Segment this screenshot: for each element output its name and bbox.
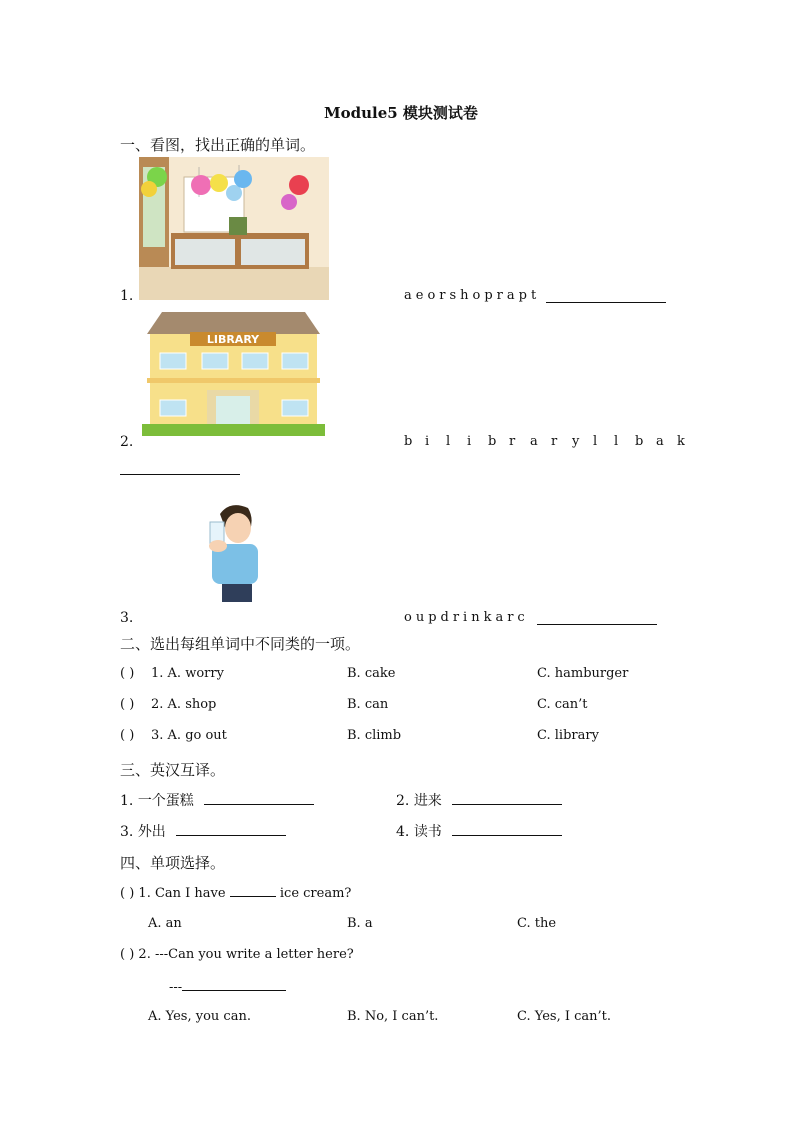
- section-4-heading: 四、单项选择。: [120, 854, 226, 872]
- question-1: [120, 884, 351, 901]
- answer-blank[interactable]: [537, 610, 657, 629]
- option-a[interactable]: A. Yes, you can.: [148, 1009, 251, 1024]
- option-c: C. hamburger: [537, 666, 629, 681]
- question-2: [120, 947, 354, 962]
- option-a: 3. A. go out: [151, 728, 227, 743]
- section-1-heading: 一、看图，找出正确的单词。: [120, 136, 316, 154]
- answer-blank[interactable]: [546, 288, 666, 307]
- item-number: 3.: [120, 610, 134, 626]
- scrambled-letters: oupdrinkarc: [404, 610, 529, 625]
- item-text: 进来: [413, 793, 442, 809]
- translation-item: [120, 790, 314, 810]
- translation-item: [396, 790, 562, 810]
- answer-blank[interactable]: [452, 790, 562, 805]
- page-title: Module5 模块测试卷: [324, 104, 478, 122]
- option-a: 2. A. shop: [151, 697, 217, 712]
- library-picture: [142, 308, 325, 436]
- answer-blank[interactable]: [176, 821, 286, 836]
- library-sign: LIBRARY: [206, 333, 260, 346]
- answer-blank[interactable]: [452, 821, 562, 836]
- section-3-heading: 三、英汉互译。: [120, 761, 226, 779]
- option-c[interactable]: C. the: [517, 916, 557, 931]
- option-b: B. climb: [347, 728, 402, 743]
- translation-item: [120, 821, 286, 841]
- item-number: 4.: [396, 824, 410, 840]
- option-b: B. can: [347, 697, 389, 712]
- item-text: 一个蛋糕: [137, 793, 194, 809]
- item-text: 外出: [137, 824, 166, 840]
- boy-drinking-picture: [200, 500, 264, 604]
- answer-paren[interactable]: ( ): [120, 947, 135, 962]
- fill-blank[interactable]: [230, 884, 276, 897]
- question-text: 1. Can I have: [138, 886, 226, 901]
- answer-blank[interactable]: [204, 790, 314, 805]
- option-a: 1. A. worry: [151, 666, 224, 681]
- item-text: 读书: [413, 824, 442, 840]
- option-b: B. cake: [347, 666, 396, 681]
- item-number: 1.: [120, 793, 134, 809]
- answer-prefix: ---: [169, 980, 183, 995]
- question-text: 2. ---Can you write a letter here?: [138, 947, 354, 962]
- option-b[interactable]: B. a: [347, 916, 373, 931]
- item-number: 2.: [120, 434, 134, 450]
- fill-blank[interactable]: [182, 978, 286, 991]
- answer-paren[interactable]: ( ): [120, 728, 135, 743]
- option-c: C. can’t: [537, 697, 588, 712]
- question-text-end: ice cream?: [279, 886, 352, 901]
- translation-item: [396, 821, 562, 841]
- item-number: 1.: [120, 288, 134, 304]
- scrambled-letters-spaced: b i l i b r a r y l l b a k: [404, 434, 685, 449]
- item-number: 3.: [120, 824, 134, 840]
- shop-picture: [139, 157, 329, 300]
- option-c: C. library: [537, 728, 599, 743]
- scrambled-letters: aeorshoprapt: [404, 288, 541, 303]
- option-a[interactable]: A. an: [148, 916, 182, 931]
- answer-paren[interactable]: ( ): [120, 697, 135, 712]
- answer-blank[interactable]: [120, 460, 240, 479]
- answer-paren[interactable]: ( ): [120, 886, 135, 901]
- option-b[interactable]: B. No, I can’t.: [347, 1009, 439, 1024]
- item-number: 2.: [396, 793, 410, 809]
- option-c[interactable]: C. Yes, I can’t.: [517, 1009, 611, 1024]
- answer-paren[interactable]: ( ): [120, 666, 135, 681]
- answer-line: [169, 978, 286, 995]
- section-2-heading: 二、选出每组单词中不同类的一项。: [120, 635, 361, 653]
